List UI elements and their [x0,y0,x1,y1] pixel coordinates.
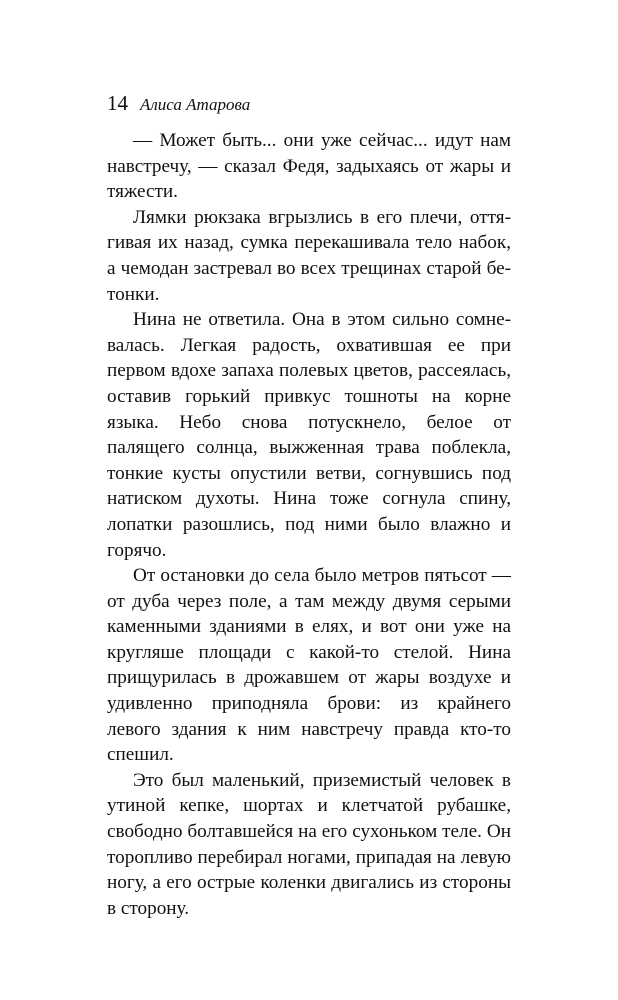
paragraph: Это был маленький, приземистый человек в утиной кепке, шортах и клетчатой рубашке, свободно болтавшейся на его сухоньком теле. Он торопливо перебирал ногами, припадая на левую ногу, а его острые коленки двигались из стороны в сторону. [107,769,511,919]
running-head [107,88,511,118]
book-page [107,88,511,921]
paragraph: Лямки рюкзака вгрызлись в его плечи, оттягивая их назад, сумка перекашивала тело набок, а чемодан застревал во всех трещинах старой бетонки. [107,206,511,305]
paragraph: Нина не ответила. Она в этом сильно сомневалась. Легкая радость, охватившая ее при первом вдохе запаха полевых цветов, рассеялась, оставив горький привкус тошноты на корне языка. Небо снова потускнело, белое от палящего солнца, выжженная трава поблекла, тонкие кусты опустили ветви, согнувшись под натиском духоты. Нина тоже согнула спину, лопатки разошлись, под ними было влажно и горячо. [107,309,511,561]
paragraph: От остановки до села было метров пятьсот — от дуба через поле, а там между двумя серыми каменными зданиями в елях, и вот они уже на кругляше площади с какой-то стелой. Нина прищурилась в дрожавшем от жары воздухе и удивленно приподняла брови: из крайнего левого здания к ним навстречу правда кто-то спешил. [107,565,511,766]
author-name: Алиса Атарова [140,95,251,114]
page-number: 14 [107,91,128,115]
body-text [107,128,511,921]
paragraph: — Может быть... они уже сейчас... идут нам навстречу, — сказал Федя, задыхаясь от жары и тяжести. [107,130,511,203]
